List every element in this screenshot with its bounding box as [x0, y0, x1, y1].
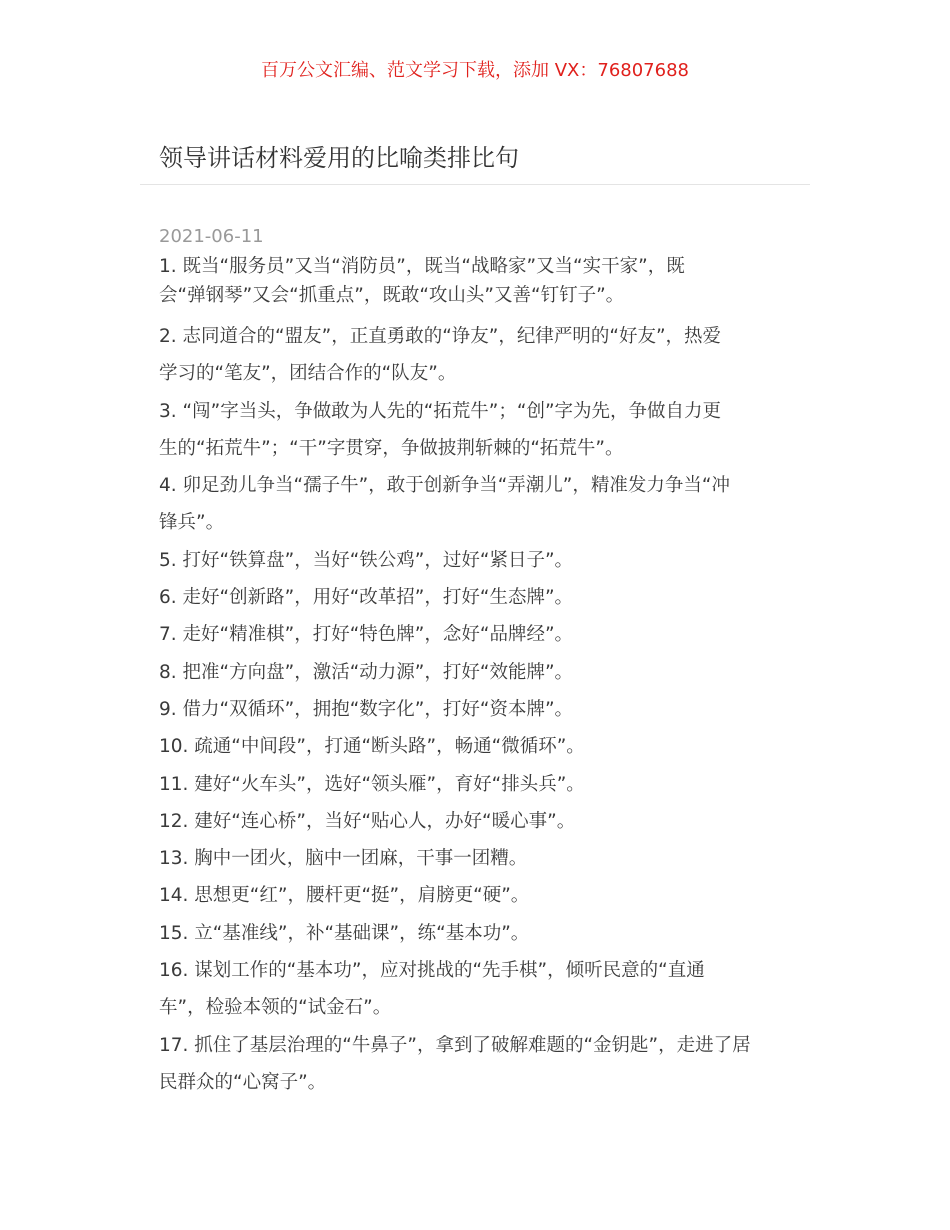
article-body: [159, 252, 809, 1101]
list-item: [159, 877, 809, 914]
list-item: [159, 318, 809, 393]
list-item-line: 17. 抓住了基层治理的“牛鼻子”，拿到了破解难题的“金钥匙”，走进了居: [159, 1034, 751, 1056]
promo-banner: 百万公文汇编、范文学习下载，添加 VX：76807688: [261, 60, 689, 81]
list-item: [159, 616, 809, 653]
list-item-line: 4. 卯足劲儿争当“孺子牛”，敢于创新争当“弄潮儿”，精准发力争当“冲: [159, 475, 730, 497]
list-item: [159, 467, 809, 542]
list-item: [159, 691, 809, 728]
title-divider: [140, 184, 810, 185]
list-item: [159, 1027, 809, 1102]
publish-date: 2021-06-11: [159, 226, 264, 247]
list-item-line: 6. 走好“创新路”，用好“改革招”，打好“生态牌”。: [159, 587, 574, 609]
list-item: [159, 542, 809, 579]
list-item: [159, 840, 809, 877]
list-item-line: 11. 建好“火车头”，选好“领头雁”，育好“排头兵”。: [159, 773, 585, 795]
list-item-line: 锋兵”。: [159, 512, 225, 534]
list-item-line: 7. 走好“精准棋”，打好“特色牌”，念好“品牌经”。: [159, 624, 574, 646]
list-item-line: 民群众的“心窝子”。: [159, 1071, 327, 1093]
list-item-line: 16. 谋划工作的“基本功”，应对挑战的“先手棋”，倾听民意的“直通: [159, 960, 705, 982]
list-item-line: 9. 借力“双循环”，拥抱“数字化”，打好“资本牌”。: [159, 698, 574, 720]
list-item-line: 2. 志同道合的“盟友”，正直勇敢的“诤友”，纪律严明的“好友”，热爱: [159, 326, 722, 347]
list-item-line: 生的“拓荒牛”；“干”字贯穿，争做披荆斩棘的“拓荒牛”。: [159, 437, 624, 459]
list-item-line: 15. 立“基准线”，补“基础课”，练“基本功”。: [159, 922, 530, 944]
list-item-line: 会“弹钢琴”又会“抓重点”，既敢“攻山头”又善“钉钉子”。: [159, 285, 625, 306]
list-item-line: 1. 既当“服务员”又当“消防员”，既当“战略家”又当“实干家”，既: [159, 256, 685, 277]
list-item-line: 14. 思想更“红”，腰杆更“挺”，肩膀更“硬”。: [159, 885, 530, 907]
list-item-line: 5. 打好“铁算盘”，当好“铁公鸡”，过好“紧日子”。: [159, 549, 574, 571]
list-item-line: 8. 把准“方向盘”，激活“动力源”，打好“效能牌”。: [159, 661, 574, 683]
list-item-line: 13. 胸中一团火，脑中一团麻，干事一团糟。: [159, 848, 528, 870]
list-item-line: 学习的“笔友”，团结合作的“队友”。: [159, 363, 457, 385]
list-item: [159, 915, 809, 952]
list-item: [159, 766, 809, 803]
list-item: [159, 393, 809, 468]
list-item: [159, 579, 809, 616]
list-item: [159, 952, 809, 1027]
list-item-line: 车”，检验本领的“试金石”。: [159, 997, 392, 1019]
list-item-line: 10. 疏通“中间段”，打通“断头路”，畅通“微循环”。: [159, 736, 585, 758]
list-item: [159, 252, 809, 310]
article-title: 领导讲话材料爱用的比喻类排比句: [159, 144, 519, 172]
list-item: [159, 654, 809, 691]
list-item: [159, 803, 809, 840]
list-item: [159, 728, 809, 765]
list-item-line: 3. “闯”字当头，争做敢为人先的“拓荒牛”；“创”字为先，争做自力更: [159, 400, 722, 422]
list-item-line: 12. 建好“连心桥”，当好“贴心人，办好“暖心事”。: [159, 810, 576, 832]
